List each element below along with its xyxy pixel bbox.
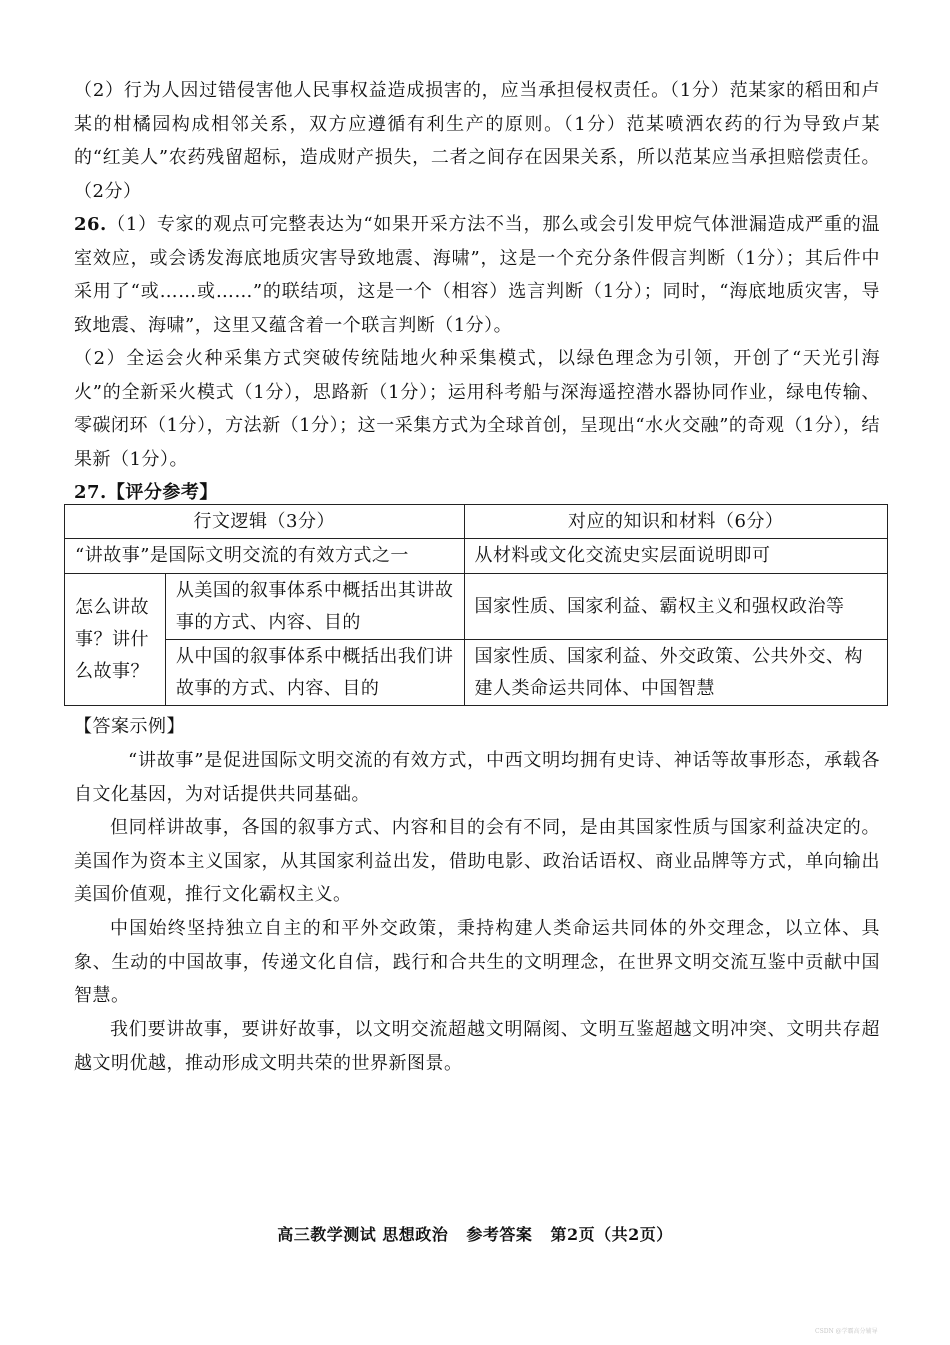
row2-knowledge: 国家性质、国家利益、霸权主义和强权政治等	[464, 574, 887, 640]
scoring-table-row	[65, 640, 888, 706]
header-logic: 行文逻辑（3分）	[65, 505, 465, 539]
scoring-table-row	[65, 539, 888, 574]
footer-title: 高三教学测试 思想政治	[277, 1225, 449, 1244]
row2-logic: 从美国的叙事体系中概括出其讲故事的方式、内容、目的	[165, 574, 464, 640]
footer-page-number: 第2页（共2页）	[550, 1225, 673, 1244]
header-knowledge: 对应的知识和材料（6分）	[464, 505, 887, 539]
footer-doc-type: 参考答案	[466, 1225, 533, 1244]
q27-heading: 27.【评分参考】	[74, 482, 218, 503]
answer-paragraph-3: 中国始终坚持独立自主的和平外交政策，秉持构建人类命运共同体的外交理念，以立体、具象、生动的中国故事，传递文化自信，践行和合共生的文明理念，在世界文明交流互鉴中贡献中国智慧。	[74, 918, 880, 1006]
answer-example-heading: 【答案示例】	[74, 716, 185, 737]
scoring-table-row	[65, 574, 888, 640]
q25-part2-paragraph: （2）行为人因过错侵害他人民事权益造成损害的，应当承担侵权责任。（1分）范某家的稻田和卢某的柑橘园构成相邻关系，双方应遵循有利生产的原则。（1分）范某喷洒农药的行为导致卢某的“红美人”农药残留超标，造成财产损失，二者之间存在因果关系，所以范某应当承担赔偿责任。（2分）	[74, 80, 880, 202]
scoring-table-header-row	[65, 505, 888, 539]
answer-paragraph-1: “讲故事”是促进国际文明交流的有效方式，中西文明均拥有史诗、神话等故事形态，承载各自文化基因，为对话提供共同基础。	[74, 750, 880, 805]
row1-logic: “讲故事”是国际文明交流的有效方式之一	[65, 539, 465, 574]
q26-part1-text: （1）专家的观点可完整表达为“如果开采方法不当，那么或会引发甲烷气体泄漏造成严重的温室效应，或会诱发海底地质灾害导致地震、海啸”，这是一个充分条件假言判断（1分）；其后件中采用了“或……或……”的联结项，这是一个（相容）选言判断（1分）；同时，“海底地质灾害，导致地震、海啸”，这里又蕴含着一个联言判断（1分）。	[74, 214, 880, 336]
answer-paragraph-4: 我们要讲故事，要讲好故事，以文明交流超越文明隔阂、文明互鉴超越文明冲突、文明共存超越文明优越，推动形成文明共荣的世界新图景。	[74, 1019, 880, 1074]
q26-part1-paragraph	[74, 208, 880, 342]
watermark: CSDN @学霸高分辅导	[815, 1328, 878, 1335]
q26-part2-paragraph: （2）全运会火种采集方式突破传统陆地火种采集模式，以绿色理念为引领，开创了“天光引海火”的全新采火模式（1分），思路新（1分）；运用科考船与深海遥控潜水器协同作业，绿电传输、零碳闭环（1分），方法新（1分）；这一采集方式为全球首创，呈现出“水火交融”的奇观（1分），结果新（1分）。	[74, 348, 880, 470]
answer-paragraph-2: 但同样讲故事，各国的叙事方式、内容和目的会有不同，是由其国家性质与国家利益决定的。美国作为资本主义国家，从其国家利益出发，借助电影、政治话语权、商业品牌等方式，单向输出美国价值观，推行文化霸权主义。	[74, 817, 880, 905]
q26-number: 26.	[74, 214, 107, 235]
group-label-how-what-stories: 怎么讲故事？讲什么故事？	[65, 574, 166, 706]
row1-knowledge: 从材料或文化交流史实层面说明即可	[464, 539, 887, 574]
scoring-table	[64, 504, 888, 706]
row3-knowledge: 国家性质、国家利益、外交政策、公共外交、构建人类命运共同体、中国智慧	[464, 640, 887, 706]
row3-logic: 从中国的叙事体系中概括出我们讲故事的方式、内容、目的	[165, 640, 464, 706]
page-footer	[0, 1222, 950, 1245]
